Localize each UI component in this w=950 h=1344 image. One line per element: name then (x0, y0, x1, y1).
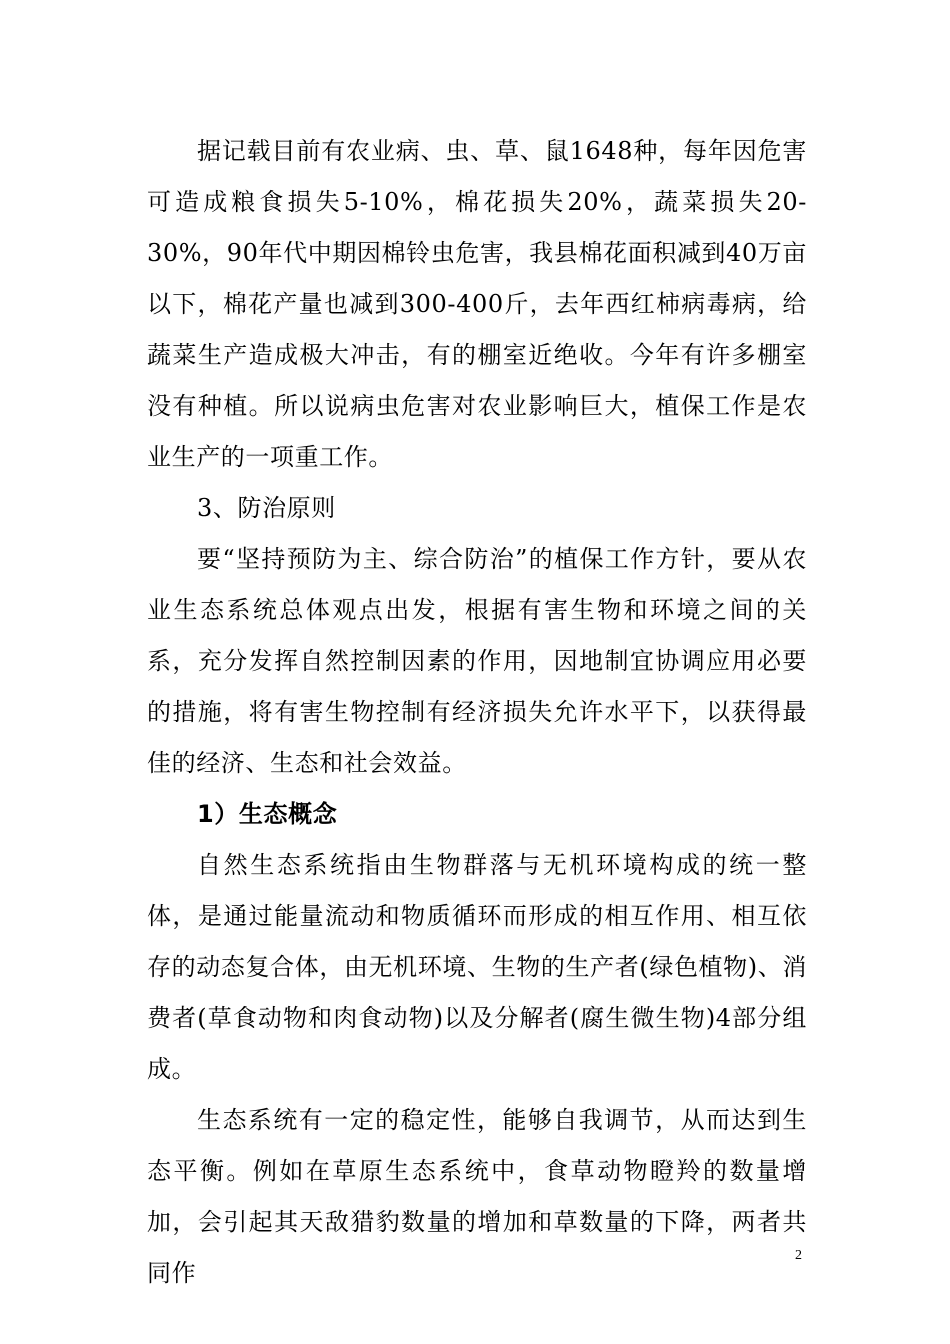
paragraph-plant-protection-policy: 要“坚持预防为主、综合防治”的植保工作方针，要从农业生态系统总体观点出发，根据有害生物和环境之间的关系，充分发挥自然控制因素的作用，因地制宜协调应用必要的措施，将有害生物控制有经济损失允许水平下，以获得最佳的经济、生态和社会效益。 (147, 545, 807, 777)
heading-control-principles: 3、防治原则 (197, 494, 336, 522)
paragraph-ecosystem-stability: 生态系统有一定的稳定性，能够自我调节，从而达到生态平衡。例如在草原生态系统中，食草动物瞪羚的数量增加，会引起其天敌猎豹数量的增加和草数量的下降，两者共同作 (147, 1106, 807, 1287)
paragraph-ecosystem-definition: 自然生态系统指由生物群落与无机环境构成的统一整体，是通过能量流动和物质循环而形成的相互作用、相互依存的动态复合体，由无机环境、生物的生产者(绿色植物)、消费者(草食动物和肉食动物)以及分解者(腐生微生物)4部分组成。 (147, 851, 807, 1083)
page-number: 2 (795, 1248, 802, 1263)
paragraph-crop-losses: 据记载目前有农业病、虫、草、鼠1648种，每年因危害可造成粮食损失5-10%，棉花损失20%，蔬菜损失20-30%，90年代中期因棉铃虫危害，我县棉花面积减到40万亩以下，棉花产量也减到300-400斤，去年西红柿病毒病，给蔬菜生产造成极大冲击，有的棚室近绝收。今年有许多棚室没有种植。所以说病虫危害对农业影响巨大，植保工作是农业生产的一项重工作。 (147, 137, 807, 471)
document-body (147, 126, 807, 1299)
heading-ecology-concept: 1）生态概念 (197, 800, 338, 828)
